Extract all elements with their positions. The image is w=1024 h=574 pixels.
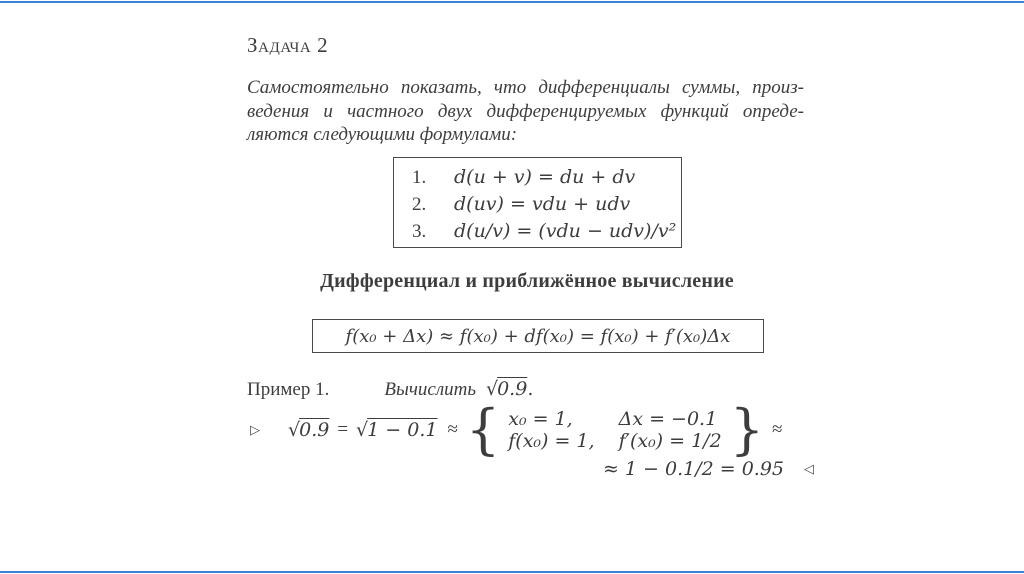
- close-brace: }: [729, 398, 765, 461]
- approximation-formula-box: [312, 319, 764, 353]
- solution-line: [250, 398, 783, 461]
- rule-number: 2.: [412, 194, 427, 215]
- case-cell: x₀ = 1,: [508, 408, 573, 430]
- problem-title: Задача 2: [247, 33, 329, 57]
- sqrt-expression: [288, 419, 329, 441]
- bottom-accent-line: [0, 571, 1024, 573]
- rule-formula: d(u/v) = (vdu − udv)/v²: [454, 220, 677, 242]
- rule-item: [412, 191, 681, 218]
- case-cell: f(x₀) = 1,: [508, 430, 595, 452]
- task-verb: Вычислить: [384, 379, 476, 400]
- sqrt-expression: [486, 378, 533, 400]
- radical-sign: √: [485, 378, 499, 400]
- approx-sign: ≈: [772, 419, 783, 440]
- sqrt-expression: [356, 419, 437, 441]
- radicand: 0.9: [299, 419, 330, 441]
- statement-line: ляются следующими формулами:: [247, 124, 518, 145]
- differential-rules-box: [393, 157, 682, 248]
- period: .: [527, 378, 534, 400]
- problem-statement: [247, 76, 804, 147]
- case-cell: f′(x₀) = 1/2: [618, 430, 722, 452]
- example-label: Пример 1.: [247, 379, 330, 400]
- section-heading: Дифференциал и приближённое вычисление: [320, 270, 734, 292]
- solution-start-icon: ▷: [250, 422, 260, 438]
- top-accent-line: [0, 1, 1024, 3]
- radical-sign: √: [356, 419, 369, 441]
- radicand: 0.9: [497, 378, 528, 400]
- approx-sign: ≈: [447, 419, 458, 440]
- cases-grid: [508, 408, 721, 452]
- radicand: 1 − 0.1: [367, 419, 438, 441]
- rule-item: [412, 218, 681, 245]
- approximation-formula: f(x₀ + Δx) ≈ f(x₀) + df(x₀) = f(x₀) + f′(x₀)Δx: [345, 325, 731, 347]
- case-cell: Δx = −0.1: [618, 408, 718, 430]
- statement-line: ведения и частного двух дифференцируемых функций опреде-: [247, 100, 804, 122]
- result-expression: ≈ 1 − 0.1/2 = 0.95: [602, 458, 784, 480]
- radical-sign: √: [288, 419, 301, 441]
- rule-formula: d(uv) = vdu + udv: [454, 193, 631, 215]
- solution-end-icon: ◁: [804, 461, 814, 477]
- statement-line: Самостоятельно показать, что дифференциалы суммы, произ-: [247, 77, 804, 98]
- equals-sign: =: [337, 419, 349, 440]
- rule-number: 1.: [412, 167, 427, 188]
- open-brace: {: [465, 398, 501, 461]
- rule-number: 3.: [412, 221, 427, 242]
- example-task: [384, 378, 533, 401]
- rule-item: [412, 164, 681, 191]
- result-line: [247, 458, 814, 480]
- rule-formula: d(u + v) = du + dv: [454, 166, 636, 188]
